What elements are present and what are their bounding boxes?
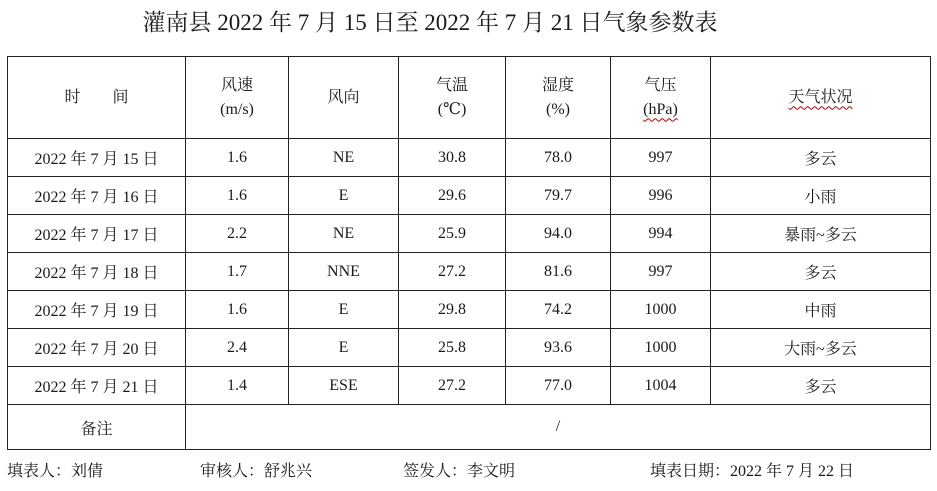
column-header-pressure bbox=[611, 57, 711, 139]
weather-table bbox=[7, 56, 931, 450]
date-cell: 2022 年 7 月 20 日 bbox=[8, 329, 186, 367]
wind-speed-cell: 1.6 bbox=[186, 139, 289, 177]
form-reviewer: 审核人：舒兆兴 bbox=[200, 463, 313, 480]
date-cell: 2022 年 7 月 21 日 bbox=[8, 367, 186, 405]
temperature-cell: 25.8 bbox=[399, 329, 506, 367]
date-cell: 2022 年 7 月 18 日 bbox=[8, 253, 186, 291]
temperature-cell: 27.2 bbox=[399, 253, 506, 291]
page-title: 灌南县 2022 年 7 月 15 日至 2022 年 7 月 21 日气象参数表 bbox=[142, 10, 718, 35]
temperature-cell: 29.8 bbox=[399, 291, 506, 329]
wind-speed-cell: 1.4 bbox=[186, 367, 289, 405]
wind-direction-cell: E bbox=[289, 177, 399, 215]
wind-direction-cell: NE bbox=[289, 215, 399, 253]
date-cell: 2022 年 7 月 16 日 bbox=[8, 177, 186, 215]
wind-speed-cell: 2.4 bbox=[186, 329, 289, 367]
temperature-cell: 27.2 bbox=[399, 367, 506, 405]
table-row bbox=[8, 177, 931, 215]
wind-speed-cell: 1.6 bbox=[186, 291, 289, 329]
header-row bbox=[8, 57, 931, 139]
remark-row bbox=[8, 405, 931, 450]
weather-cell: 多云 bbox=[711, 139, 931, 177]
humidity-cell: 78.0 bbox=[506, 139, 611, 177]
pressure-cell: 1004 bbox=[611, 367, 711, 405]
weather-cell: 多云 bbox=[711, 253, 931, 291]
title-area bbox=[0, 6, 860, 40]
form-fill-date: 填表日期：2022 年 7 月 22 日 bbox=[650, 463, 855, 480]
weather-cell: 暴雨~多云 bbox=[711, 215, 931, 253]
table-row bbox=[8, 139, 931, 177]
wind-speed-header-unit: (m/s) bbox=[220, 100, 254, 118]
temperature-cell: 30.8 bbox=[399, 139, 506, 177]
remark-section bbox=[8, 405, 931, 450]
column-header-time bbox=[8, 57, 186, 139]
weather-cell: 大雨~多云 bbox=[711, 329, 931, 367]
column-header-wind-direction bbox=[289, 57, 399, 139]
pressure-cell: 997 bbox=[611, 253, 711, 291]
weather-header-label: 天气状况 bbox=[788, 88, 853, 106]
column-header-humidity bbox=[506, 57, 611, 139]
pressure-cell: 997 bbox=[611, 139, 711, 177]
wind-direction-cell: ESE bbox=[289, 367, 399, 405]
time-header-label: 时 间 bbox=[64, 88, 129, 106]
humidity-cell: 74.2 bbox=[506, 291, 611, 329]
temperature-header-unit: (℃) bbox=[437, 100, 467, 118]
wind-speed-header-label: 风速 bbox=[220, 76, 253, 94]
sheet-footer bbox=[0, 461, 937, 485]
weather-cell: 小雨 bbox=[711, 177, 931, 215]
date-cell: 2022 年 7 月 19 日 bbox=[8, 291, 186, 329]
temperature-header-label: 气温 bbox=[435, 76, 468, 94]
pressure-cell: 1000 bbox=[611, 291, 711, 329]
date-cell: 2022 年 7 月 15 日 bbox=[8, 139, 186, 177]
wind-direction-cell: E bbox=[289, 291, 399, 329]
humidity-cell: 77.0 bbox=[506, 367, 611, 405]
humidity-header-label: 湿度 bbox=[541, 76, 574, 94]
temperature-cell: 29.6 bbox=[399, 177, 506, 215]
remark-label-cell: 备注 bbox=[8, 405, 186, 450]
wind-direction-header-label: 风向 bbox=[327, 88, 360, 106]
weather-cell: 中雨 bbox=[711, 291, 931, 329]
table-row bbox=[8, 215, 931, 253]
table-body bbox=[8, 139, 931, 405]
column-header-temperature bbox=[399, 57, 506, 139]
humidity-cell: 81.6 bbox=[506, 253, 611, 291]
wind-direction-cell: NNE bbox=[289, 253, 399, 291]
wind-speed-cell: 1.7 bbox=[186, 253, 289, 291]
wind-speed-cell: 2.2 bbox=[186, 215, 289, 253]
pressure-cell: 994 bbox=[611, 215, 711, 253]
temperature-cell: 25.9 bbox=[399, 215, 506, 253]
wind-direction-cell: E bbox=[289, 329, 399, 367]
table-row bbox=[8, 291, 931, 329]
humidity-cell: 93.6 bbox=[506, 329, 611, 367]
pressure-header-label: 气压 bbox=[644, 76, 677, 94]
table-header bbox=[8, 57, 931, 139]
column-header-wind-speed bbox=[186, 57, 289, 139]
date-cell: 2022 年 7 月 17 日 bbox=[8, 215, 186, 253]
humidity-header-unit: (%) bbox=[546, 100, 570, 118]
wind-speed-cell: 1.6 bbox=[186, 177, 289, 215]
pressure-header-unit: (hPa) bbox=[643, 100, 678, 118]
form-issuer: 签发人：李文明 bbox=[403, 463, 516, 480]
humidity-cell: 94.0 bbox=[506, 215, 611, 253]
form-filler: 填表人：刘倩 bbox=[7, 463, 104, 480]
pressure-cell: 1000 bbox=[611, 329, 711, 367]
remark-value-cell: / bbox=[186, 405, 931, 450]
table-row bbox=[8, 329, 931, 367]
table-row bbox=[8, 253, 931, 291]
weather-cell: 多云 bbox=[711, 367, 931, 405]
column-header-weather bbox=[711, 57, 931, 139]
pressure-cell: 996 bbox=[611, 177, 711, 215]
humidity-cell: 79.7 bbox=[506, 177, 611, 215]
wind-direction-cell: NE bbox=[289, 139, 399, 177]
table-row bbox=[8, 367, 931, 405]
